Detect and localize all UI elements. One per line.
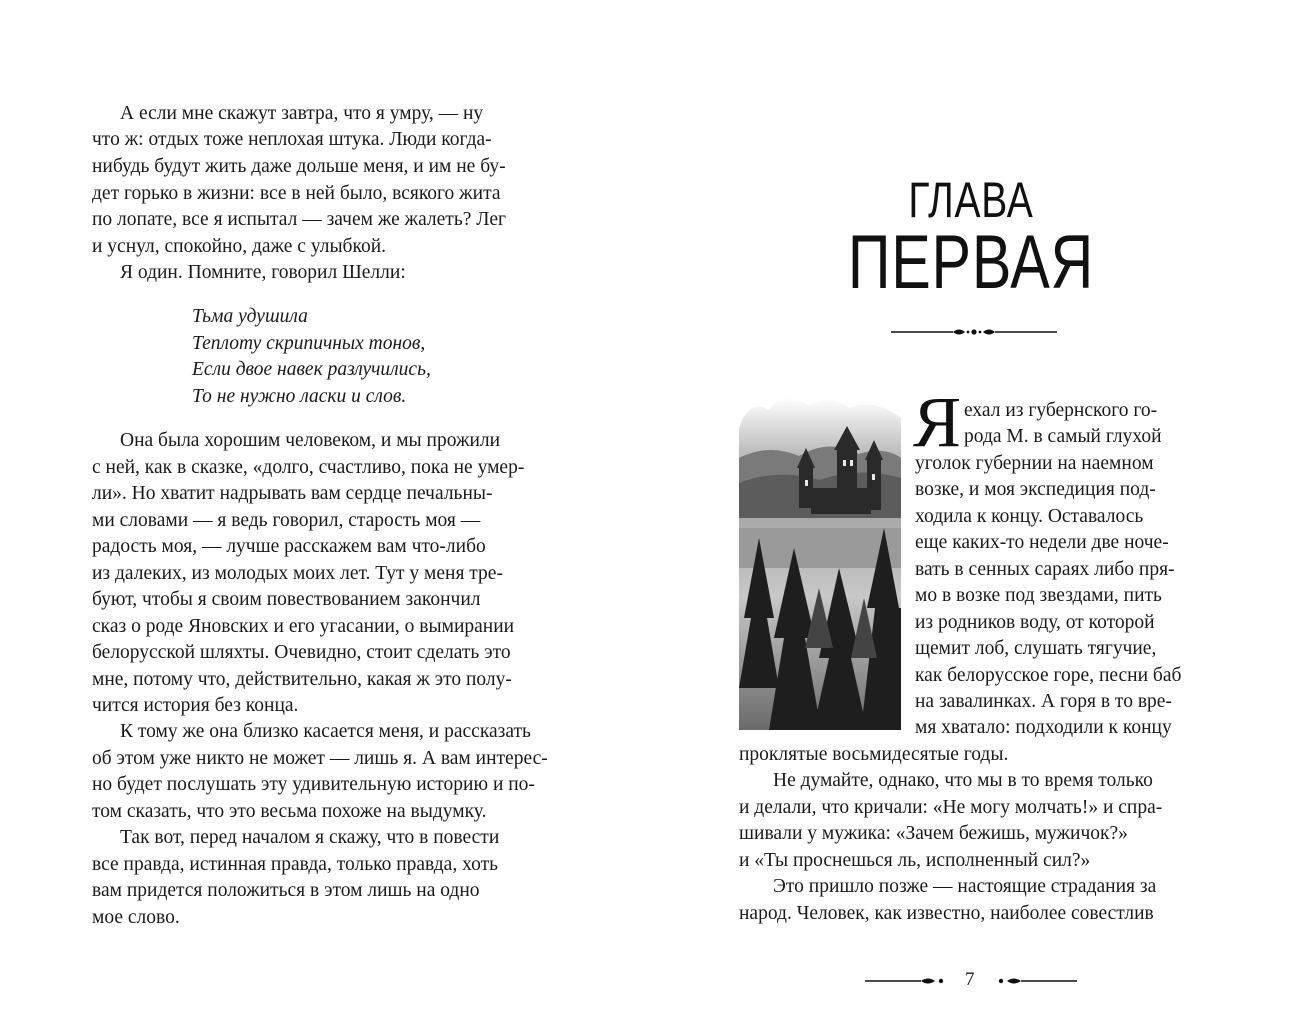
text-line: проклятые восьмидесятые годы. [739, 744, 1009, 765]
right-page [647, 0, 1295, 1032]
ornament-divider-icon [891, 322, 1057, 342]
text-line: радость моя, — лучше расскажем вам что-либо [92, 536, 486, 557]
text-line: возке, и моя экспедиция под- [915, 479, 1156, 500]
text-line: еще каких-то недели две ноче- [915, 532, 1169, 553]
castle-forest-illustration [739, 388, 901, 730]
footer-ornament-left-icon [865, 972, 949, 990]
poem-line: То не нужно ласки и слов. [192, 385, 407, 407]
text-line: буют, чтобы я своим повествованием закончил [92, 589, 481, 610]
text-line: на завалинках. А горя в то вре- [915, 691, 1172, 712]
text-line: все правда, истинная правда, только правда, хоть [92, 854, 499, 875]
text-line: Не думайте, однако, что мы в то время только [773, 770, 1153, 791]
poem-line: Тьма удушила [192, 306, 308, 327]
text-line: К тому же она близко касается меня, и рассказать [120, 721, 531, 742]
text-line: как белорусское горе, песни баб [915, 665, 1182, 686]
text-line: уголок губернии на наемном [915, 453, 1154, 474]
text-line: чится история без конца. [92, 695, 299, 716]
text-line: ми словами — я ведь говорил, старость моя — [92, 510, 481, 531]
text-line: и «Ты проснешься ль, исполненный сил?» [739, 850, 1091, 871]
chapter-label: ГЛАВА [908, 172, 1034, 228]
text-line: сказ о роде Яновских и его угасании, о вымирании [92, 616, 515, 637]
text-line: и делали, что кричали: «Не могу молчать!» и спра- [739, 797, 1163, 818]
text-line: ехал из губернского го- [964, 400, 1158, 421]
text-line: но будет послушать эту удивительную историю и по- [92, 774, 535, 795]
poem-line: Теплоту скрипичных тонов, [192, 332, 426, 354]
text-line: Так вот, перед началом я скажу, что в повести [120, 827, 500, 848]
text-line: по лопате, все я испытал — зачем же жалеть? Лег [92, 209, 506, 230]
footer-ornament-right-icon [993, 972, 1077, 990]
text-line: нибудь будут жить даже дольше меня, и им не бу- [92, 156, 506, 177]
text-line: ли». Но хватит надрывать вам сердце печальны- [92, 483, 493, 504]
text-line: Она была хорошим человеком, и мы прожили [120, 430, 501, 451]
page-number: 7 [965, 969, 975, 990]
text-line: народ. Человек, как известно, наиболее совестлив [739, 903, 1154, 924]
text-line: вать в сенных сараях либо пря- [915, 559, 1175, 580]
text-line: что ж: отдых тоже неплохая штука. Люди когда- [92, 129, 492, 150]
text-line: том сказать, что это весьма похоже на выдумку. [92, 801, 487, 822]
text-line: об этом уже никто не может — лишь я. А вам интерес- [92, 748, 548, 769]
text-line: мое слово. [92, 907, 180, 928]
text-line: из далеких, из молодых моих лет. Тут у меня тре- [92, 563, 503, 584]
poem-line: Если двое навек разлучились, [192, 359, 431, 380]
text-line: мя хватало: подходили к концу [915, 717, 1172, 738]
text-line: ходила к концу. Оставалось [915, 506, 1144, 527]
text-line: Я один. Помните, говорил Шелли: [120, 262, 406, 283]
drop-cap: Я [913, 382, 962, 462]
text-line: и уснул, спокойно, даже с улыбкой. [92, 236, 387, 257]
chapter-number: ПЕРВАЯ [847, 220, 1095, 305]
text-line: Это пришло позже — настоящие страдания за [773, 876, 1157, 897]
left-page [0, 0, 647, 1032]
text-line: дет горько в жизни: все в ней было, всякого жита [92, 183, 501, 204]
text-line: белорусской шляхты. Очевидно, стоит сделать это [92, 642, 511, 663]
text-line: из родников воду, от которой [915, 612, 1155, 633]
text-line: с ней, как в сказке, «долго, счастливо, пока не умер- [92, 457, 525, 478]
text-line: мо в возке под звездами, пить [915, 585, 1162, 606]
text-line: щемит лоб, слушать тягучие, [915, 638, 1157, 659]
text-line: А если мне скажут завтра, что я умру, — ну [120, 103, 484, 124]
text-line: шивали у мужика: «Зачем бежишь, мужичок?» [739, 823, 1128, 844]
text-line: рода М. в самый глухой [964, 426, 1162, 447]
text-line: вам придется положиться в этом лишь на одно [92, 880, 480, 901]
text-line: мне, потому что, действительно, какая ж это полу- [92, 669, 512, 690]
poem [192, 304, 431, 410]
